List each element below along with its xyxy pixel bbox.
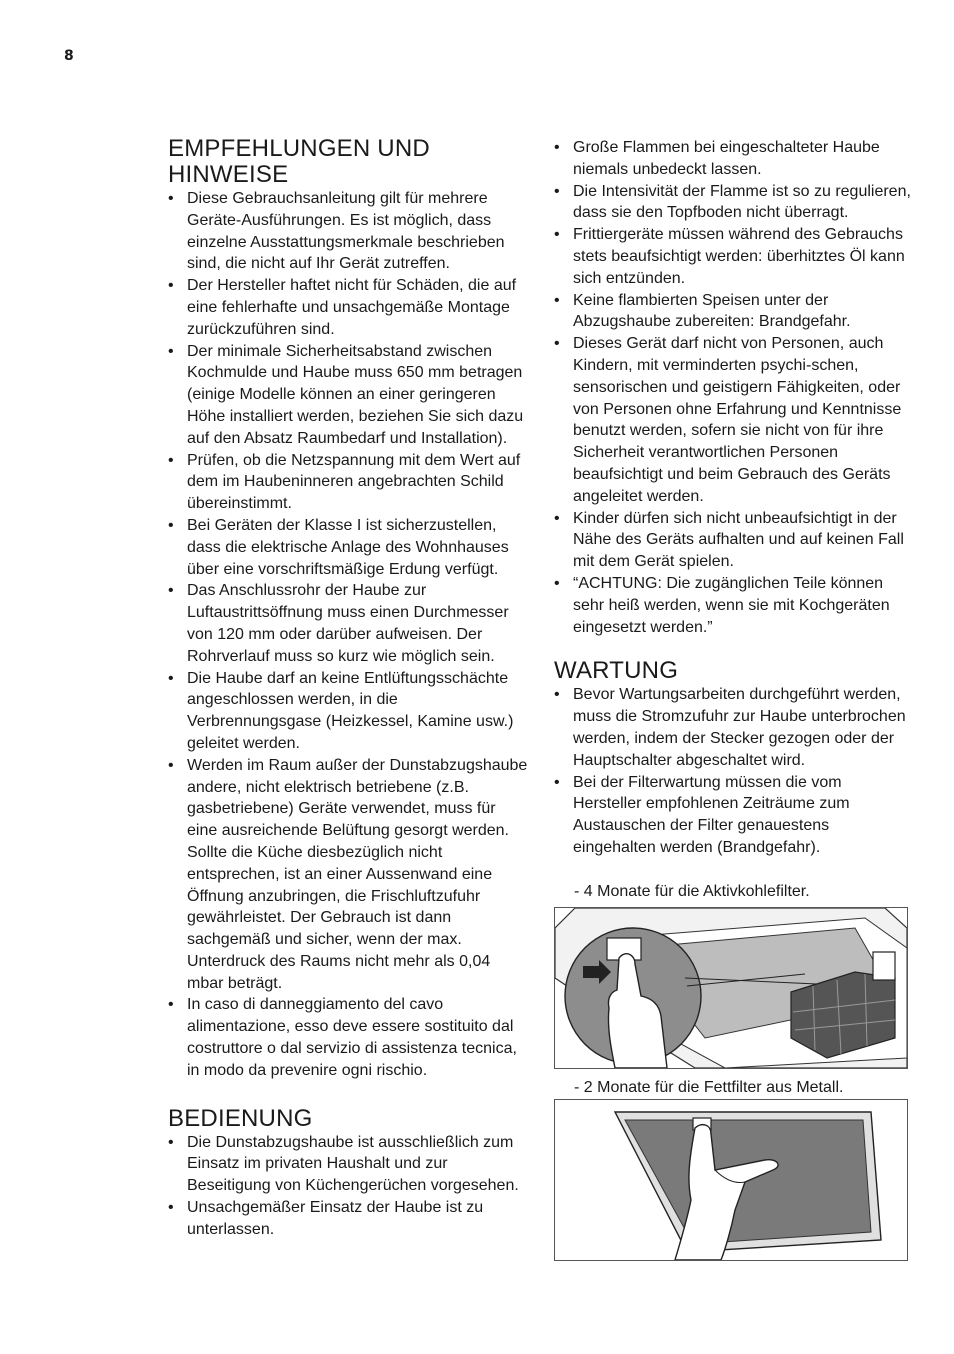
list-item: • Die Intensivität der Flamme ist so zu regulieren, dass sie den Topfboden nicht überragt. (554, 181, 912, 225)
maintenance-list (554, 684, 912, 858)
page-number: 8 (64, 48, 74, 64)
list-item: • “ACHTUNG: Die zugänglichen Teile können sehr heiß werden, wenn sie mit Kochgeräten eingesetzt werden.” (554, 573, 912, 638)
list-item: • Bei der Filterwartung müssen die vom Hersteller empfohlenen Zeiträume zum Austauschen der Filter genauestens eingehalten werden (Brandgefahr). (554, 772, 912, 859)
list-item: • Große Flammen bei eingeschalteter Haube niemals unbedeckt lassen. (554, 137, 912, 181)
heading-maintenance: WARTUNG (554, 657, 679, 685)
continued-list (554, 137, 912, 638)
heading-recommendations: EMPFEHLUNGEN UND HINWEISE (168, 135, 430, 188)
list-item: • Das Anschlussrohr der Haube zur Luftaustrittsöffnung muss einen Durchmesser von 120 mm oder darüber aufweisen. Der Rohrverlauf muss so kurz wie möglich sein. (168, 580, 528, 667)
list-item: • Diese Gebrauchsanleitung gilt für mehrere Geräte-Ausführungen. Es ist möglich, dass einzelne Ausstattungsmerkmale beschrieben sind, die nicht auf Ihr Gerät zutreffen. (168, 188, 528, 275)
list-item: • Kinder dürfen sich nicht unbeaufsichtigt in der Nähe des Geräts aufhalten und auf keinen Fall mit dem Gerät spielen. (554, 508, 912, 573)
list-item: • Unsachgemäßer Einsatz der Haube ist zu unterlassen. (168, 1197, 528, 1241)
metal-filter-illustration (554, 1099, 908, 1261)
carbon-filter-illustration (554, 907, 908, 1069)
heading-operation: BEDIENUNG (168, 1104, 313, 1132)
left-column (168, 136, 528, 1241)
list-item: • Prüfen, ob die Netzspannung mit dem Wert auf dem im Haubeninneren angebrachten Schild übereinstimmt. (168, 450, 528, 515)
list-item: • Die Haube darf an keine Entlüftungsschächte angeschlossen werden, in die Verbrennungsgase (Heizkessel, Kamine usw.) geleitet werden. (168, 668, 528, 755)
list-item: • Werden im Raum außer der Dunstabzugshaube andere, nicht elektrisch betriebene (z.B. gasbetriebene) Geräte verwendet, muss für eine ausreichende Belüftung gesorgt werden. Sollte die Küche diesbezüglich nicht entsprechen, ist an einer Aussenwand eine Öffnung anzubringen, die Frischluftzufuhr gewährleistet. Der Gebrauch ist dann sachgemäß und sicher, wenn der max. Unterdruck des Raums nicht mehr als 0,04 mbar beträgt. (168, 755, 528, 995)
list-item: • Bevor Wartungsarbeiten durchgeführt werden, muss die Stromzufuhr zur Haube unterbrochen werden, indem der Stecker gezogen oder der Hauptschalter abgeschaltet wird. (554, 684, 912, 771)
list-item: • Dieses Gerät darf nicht von Personen, auch Kindern, mit verminderten psychi-schen, sensorischen und geistigern Fähigkeiten, oder von Personen ohne Erfahrung und Kenntnisse benutzt werden, sofern sie nicht von für ihre Sicherheit verantwortlichen Personen beaufsichtigt und beim Gebrauch des Geräts angeleitet werden. (554, 333, 912, 507)
list-item: • Frittiergeräte müssen während des Gebrauchs stets beaufsichtigt werden: überhitztes Öl kann sich entzünden. (554, 224, 912, 289)
interval-metal-filter: - 2 Monate für die Fettfilter aus Metall. (574, 1078, 844, 1096)
list-item: • Keine flambierten Speisen unter der Abzugshaube zubereiten: Brandgefahr. (554, 290, 912, 334)
list-item: • Die Dunstabzugshaube ist ausschließlich zum Einsatz im privaten Haushalt und zur Beseitigung von Küchengerüchen vorgesehen. (168, 1132, 528, 1197)
interval-carbon-filter: - 4 Monate für die Aktivkohlefilter. (574, 882, 810, 900)
list-item: • Der Hersteller haftet nicht für Schäden, die auf eine fehlerhafte und unsachgemäße Montage zurückzuführen sind. (168, 275, 528, 340)
recommendations-list (168, 188, 528, 1082)
list-item: • In caso di danneggiamento del cavo alimentazione, esso deve essere sostituito dal costruttore o dal servizio di assistenza tecnica, in modo da prevenire ogni rischio. (168, 994, 528, 1081)
list-item: • Bei Geräten der Klasse I ist sicherzustellen, dass die elektrische Anlage des Wohnhauses über eine vorschriftsmäßige Erdung verfügt. (168, 515, 528, 580)
list-item: • Der minimale Sicherheitsabstand zwischen Kochmulde und Haube muss 650 mm betragen (einige Modelle können an einer geringeren Höhe installiert werden, beziehen Sie sich dazu auf den Absatz Raumbedarf und Installation). (168, 341, 528, 450)
operation-list (168, 1132, 528, 1241)
right-column (554, 137, 912, 1261)
